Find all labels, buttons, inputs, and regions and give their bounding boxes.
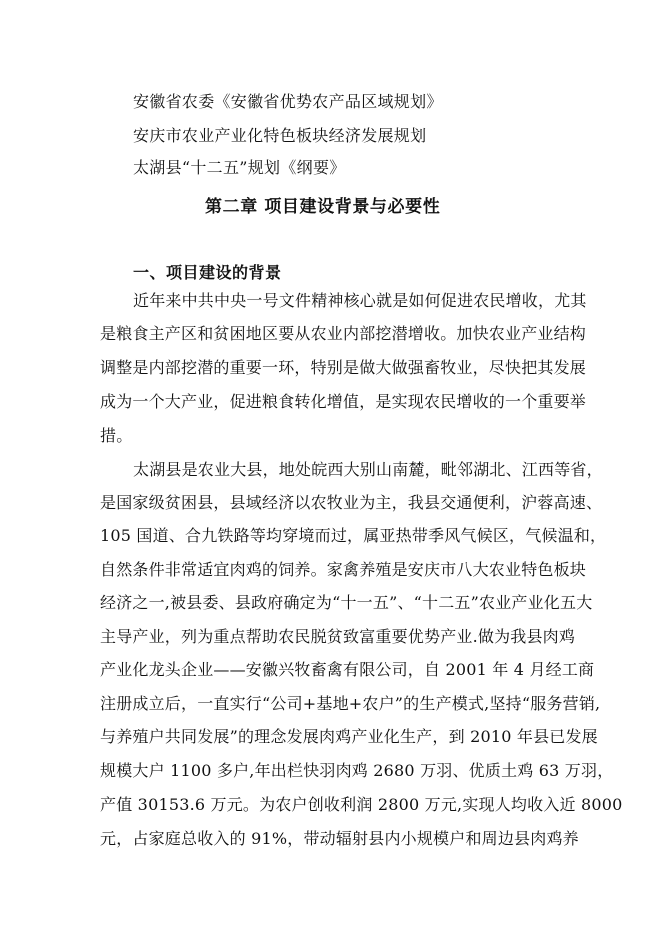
paragraph-line: 措。 xyxy=(100,426,133,445)
paragraph-line: 元，占家庭总收入的 91%，带动辐射县内小规模户和周边县肉鸡养 xyxy=(100,829,579,848)
paragraph-line: 注册成立后，一直实行“公司+基地+农户”的生产模式,坚持“服务营销, xyxy=(100,694,601,713)
paragraph-line: 主导产业，列为重点帮助农民脱贫致富重要优势产业.做为我县肉鸡 xyxy=(100,627,576,646)
paragraph-line: 规模大户 1100 多户,年出栏快羽肉鸡 2680 万羽、优质土鸡 63 万羽， xyxy=(100,761,614,780)
paragraph-line: 自然条件非常适宜肉鸡的饲养。家禽养殖是安庆市八大农业特色板块 xyxy=(100,560,587,579)
reference-line-2: 安庆市农业产业化特色板块经济发展规划 xyxy=(133,126,427,145)
paragraph-line: 105 国道、合九铁路等均穿境而过，属亚热带季风气候区，气候温和， xyxy=(100,526,607,545)
paragraph-line: 是粮食主产区和贫困地区要从农业内部挖潜增收。加快农业产业结构 xyxy=(100,324,587,343)
paragraph-line: 是国家级贫困县，县域经济以农牧业为主，我县交通便利，沪蓉高速、 xyxy=(100,493,603,512)
paragraph-line: 产值 30153.6 万元。为农户创收利润 2800 万元,实现人均收入近 8000 xyxy=(100,795,623,814)
reference-line-1: 安徽省农委《安徽省优势农产品区域规划》 xyxy=(133,92,443,111)
section-title: 一、项目建设的背景 xyxy=(133,263,282,282)
paragraph-line: 与养殖户共同发展”的理念发展肉鸡产业化生产，到 2010 年县已发展 xyxy=(100,727,598,746)
reference-line-3: 太湖县“十二五”规划《纲要》 xyxy=(133,158,346,177)
paragraph-line: 产业化龙头企业——安徽兴牧畜禽有限公司，自 2001 年 4 月经工商 xyxy=(100,660,595,679)
paragraph-line: 成为一个大产业，促进粮食转化增值，是实现农民增收的一个重要举 xyxy=(100,392,587,411)
paragraph-line: 调整是内部挖潜的重要一环，特别是做大做强畜牧业，尽快把其发展 xyxy=(100,358,587,377)
paragraph-line: 经济之一,被县委、县政府确定为“十一五”、“十二五”农业产业化五大 xyxy=(100,593,593,612)
paragraph-line: 近年来中共中央一号文件精神核心就是如何促进农民增收，尤其 xyxy=(133,291,587,310)
chapter-title: 第二章 项目建设背景与必要性 xyxy=(205,197,441,217)
paragraph-line: 太湖县是农业大县，地处皖西大别山南麓，毗邻湖北、江西等省， xyxy=(133,460,603,479)
